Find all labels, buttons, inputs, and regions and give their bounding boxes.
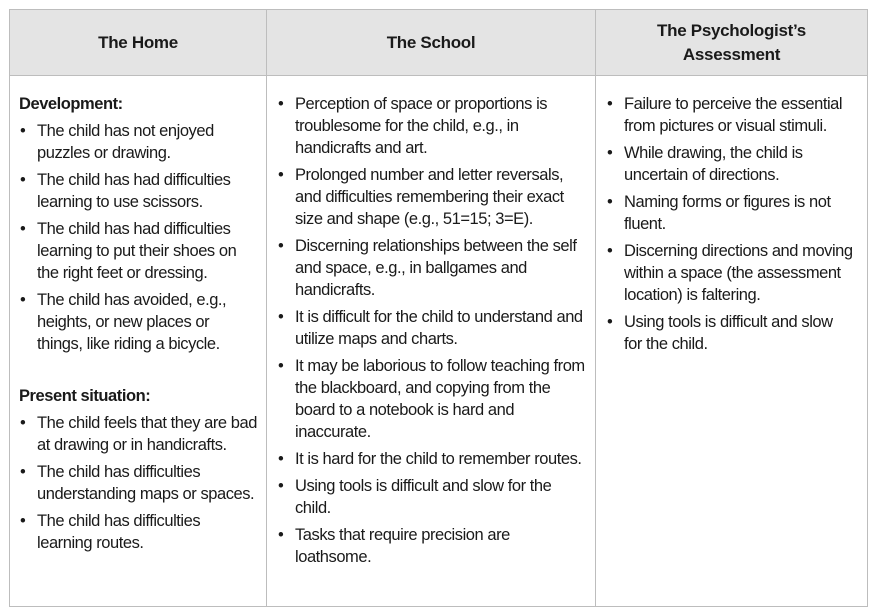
list-item	[606, 191, 853, 235]
table-body-row	[10, 76, 867, 607]
assessment-cell	[596, 76, 867, 607]
list-item-text: Naming forms or figures is not fluent.	[624, 193, 831, 233]
present-situation-heading: Present situation:	[19, 387, 151, 405]
bullet-icon: •	[20, 291, 26, 309]
list-item	[19, 169, 258, 213]
header-assessment: The Psychologist’s Assessment	[657, 20, 806, 64]
school-cell	[267, 76, 596, 607]
bullet-icon: •	[607, 242, 613, 260]
bullet-icon: •	[607, 313, 613, 331]
bullet-icon: •	[20, 463, 26, 481]
list-item	[277, 164, 585, 230]
list-item-text: The child has had difficulties learning to put their shoes on the right feet or dressing.	[37, 220, 237, 282]
bullet-icon: •	[278, 166, 284, 184]
school-list	[277, 93, 585, 568]
list-item-text: Failure to perceive the essential from pictures or visual stimuli.	[624, 95, 843, 135]
list-item-text: It is hard for the child to remember routes.	[295, 450, 582, 468]
list-item-text: Perception of space or proportions is troublesome for the child, e.g., in handicrafts and art.	[295, 95, 548, 157]
list-item-text: Tasks that require precision are loathsome.	[295, 526, 510, 566]
list-item	[606, 240, 853, 306]
list-item	[277, 355, 585, 443]
bullet-icon: •	[20, 171, 26, 189]
bullet-icon: •	[278, 357, 284, 375]
list-item	[19, 412, 258, 456]
bullet-icon: •	[607, 144, 613, 162]
list-item	[19, 120, 258, 164]
table-header-row	[10, 10, 867, 76]
bullet-icon: •	[278, 450, 284, 468]
list-item-text: The child feels that they are bad at drawing or in handicrafts.	[37, 414, 257, 454]
bullet-icon: •	[278, 237, 284, 255]
development-list	[19, 120, 258, 355]
list-item-text: Discerning directions and moving within a space (the assessment location) is faltering.	[624, 242, 853, 304]
list-item-text: Using tools is difficult and slow for the child.	[624, 313, 833, 353]
header-home: The Home	[10, 10, 267, 75]
list-item	[606, 93, 853, 137]
list-item	[277, 448, 585, 470]
list-item	[19, 461, 258, 505]
bullet-icon: •	[20, 122, 26, 140]
header-school: The School	[267, 10, 596, 75]
bullet-icon: •	[20, 220, 26, 238]
list-item	[19, 289, 258, 355]
list-item	[19, 510, 258, 554]
bullet-icon: •	[20, 512, 26, 530]
list-item	[277, 306, 585, 350]
list-item	[277, 235, 585, 301]
list-item	[606, 311, 853, 355]
list-item-text: The child has difficulties understanding maps or spaces.	[37, 463, 255, 503]
list-item-text: The child has avoided, e.g., heights, or new places or things, like riding a bicycle.	[37, 291, 227, 353]
bullet-icon: •	[278, 477, 284, 495]
list-item	[277, 475, 585, 519]
list-item	[277, 524, 585, 568]
list-item-text: Prolonged number and letter reversals, and difficulties remembering their exact size and shape (e.g., 51=15; 3=E).	[295, 166, 564, 228]
bullet-icon: •	[278, 95, 284, 113]
list-item-text: While drawing, the child is uncertain of directions.	[624, 144, 803, 184]
list-item-text: Discerning relationships between the self and space, e.g., in ballgames and handicrafts.	[295, 237, 577, 299]
assessment-list	[606, 93, 853, 355]
comparison-table	[9, 9, 868, 607]
list-item-text: The child has difficulties learning routes.	[37, 512, 201, 552]
list-item-text: The child has not enjoyed puzzles or drawing.	[37, 122, 214, 162]
list-item-text: The child has had difficulties learning to use scissors.	[37, 171, 231, 211]
bullet-icon: •	[20, 414, 26, 432]
bullet-icon: •	[607, 95, 613, 113]
list-item	[277, 93, 585, 159]
home-cell	[10, 76, 267, 607]
bullet-icon: •	[278, 526, 284, 544]
list-item	[606, 142, 853, 186]
list-item-text: Using tools is difficult and slow for the child.	[295, 477, 552, 517]
list-item	[19, 218, 258, 284]
bullet-icon: •	[278, 308, 284, 326]
list-item-text: It may be laborious to follow teaching from the blackboard, and copying from the board to a notebook is hard and inaccurate.	[295, 357, 585, 441]
present-situation-list	[19, 412, 258, 554]
development-heading: Development:	[19, 95, 123, 113]
list-item-text: It is difficult for the child to understand and utilize maps and charts.	[295, 308, 583, 348]
bullet-icon: •	[607, 193, 613, 211]
